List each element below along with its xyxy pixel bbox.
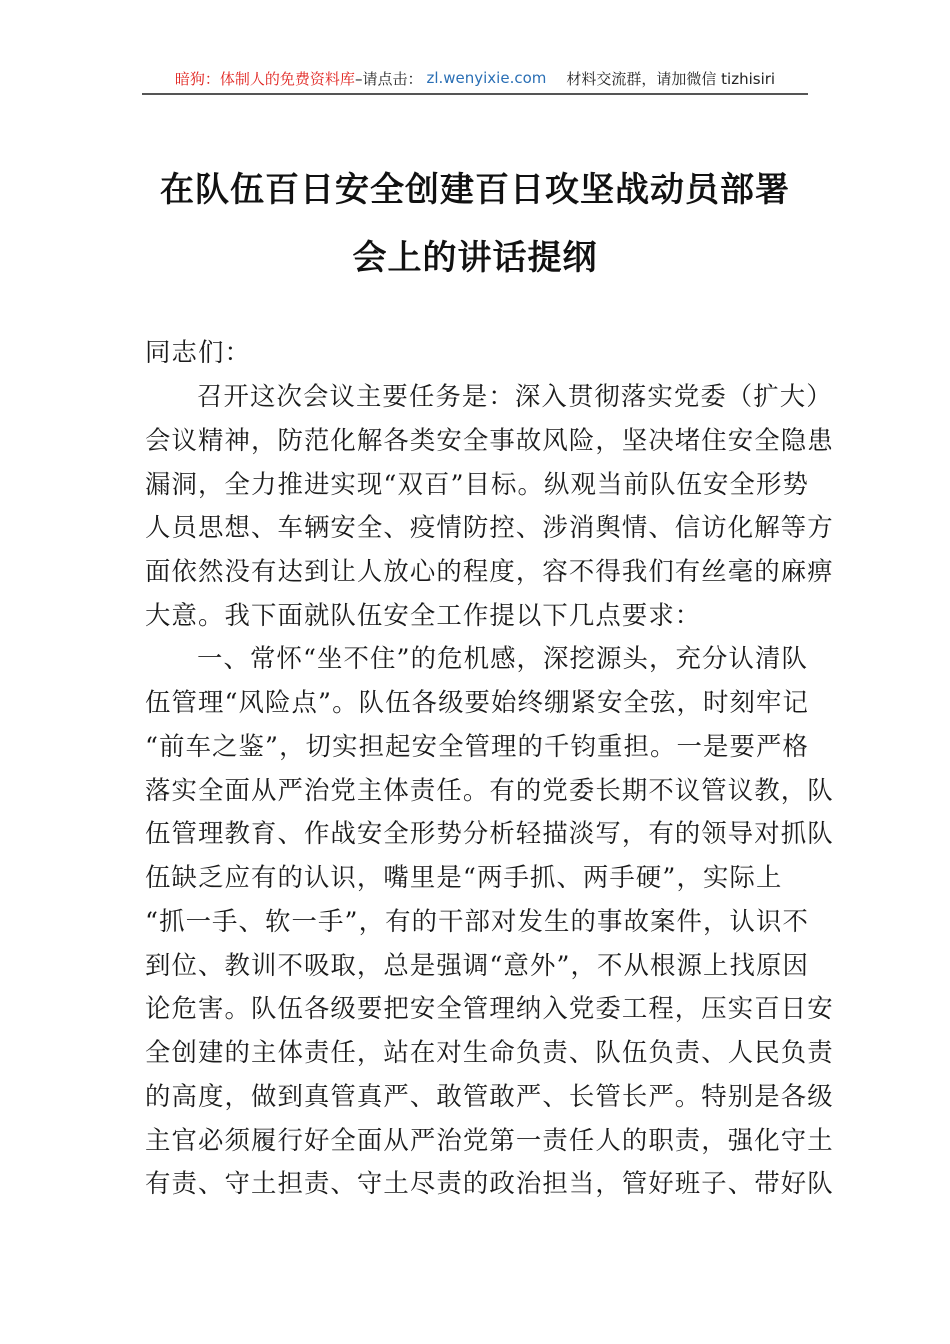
body-line: 主官必须履行好全面从严治党第一责任人的职责，强化守土 <box>145 1125 834 1155</box>
header-contact: 材料交流群，请加微信 tizhisiri <box>566 69 776 88</box>
body-line: “抓一手、软一手”，有的干部对发生的事故案件，认识不 <box>145 906 809 936</box>
body-line: 会议精神，防范化解各类安全事故风险，坚决堵住安全隐患 <box>145 425 834 455</box>
body-line: 大意。我下面就队伍安全工作提以下几点要求： <box>145 600 702 630</box>
body-line: 伍管理教育、作战安全形势分析轻描淡写，有的领导对抓队 <box>145 818 834 848</box>
body-line: 全创建的主体责任，站在对生命负责、队伍负责、人民负责 <box>145 1037 834 1067</box>
body-line: “前车之鉴”，切实担起安全管理的千钧重担。一是要严格 <box>145 731 809 761</box>
body-line: 漏洞，全力推进实现“双百”目标。纵观当前队伍安全形势 <box>145 469 809 499</box>
header-divider <box>142 93 808 95</box>
body-line: 面依然没有达到让人放心的程度，容不得我们有丝毫的麻痹 <box>145 556 834 586</box>
body-line: 伍缺乏应有的认识，嘴里是“两手抓、两手硬”，实际上 <box>145 862 783 892</box>
section-heading-line: 一、常怀“坐不住”的危机感，深挖源头，充分认清队 <box>197 643 808 673</box>
body-line: 人员思想、车辆安全、疫情防控、涉消舆情、信访化解等方 <box>145 512 834 542</box>
body-line: 召开这次会议主要任务是：深入贯彻落实党委（扩大） <box>197 381 833 411</box>
header-click-prompt: –请点击： <box>354 69 423 88</box>
header-site-name: 暗狗：体制人的免费资料库 <box>174 69 355 88</box>
salutation: 同志们： <box>145 337 251 367</box>
body-line: 到位、教训不吸取，总是强调“意外”，不从根源上找原因 <box>145 950 809 980</box>
document-title-line-1: 在队伍百日安全创建百日攻坚战动员部署 <box>160 170 790 210</box>
document-title-line-2: 会上的讲话提纲 <box>352 238 598 278</box>
body-line: 落实全面从严治党主体责任。有的党委长期不议管议教，队 <box>145 775 834 805</box>
body-line: 论危害。队伍各级要把安全管理纳入党委工程，压实百日安 <box>145 993 834 1023</box>
body-line: 有责、守土担责、守土尽责的政治担当，管好班子、带好队 <box>145 1168 834 1198</box>
body-line: 的高度，做到真管真严、敢管敢严、长管长严。特别是各级 <box>145 1081 834 1111</box>
watermark-header <box>145 66 805 90</box>
body-line: 伍管理“风险点”。队伍各级要始终绷紧安全弦，时刻牢记 <box>145 687 809 717</box>
header-link[interactable]: zl.wenyixie.com <box>426 69 547 87</box>
